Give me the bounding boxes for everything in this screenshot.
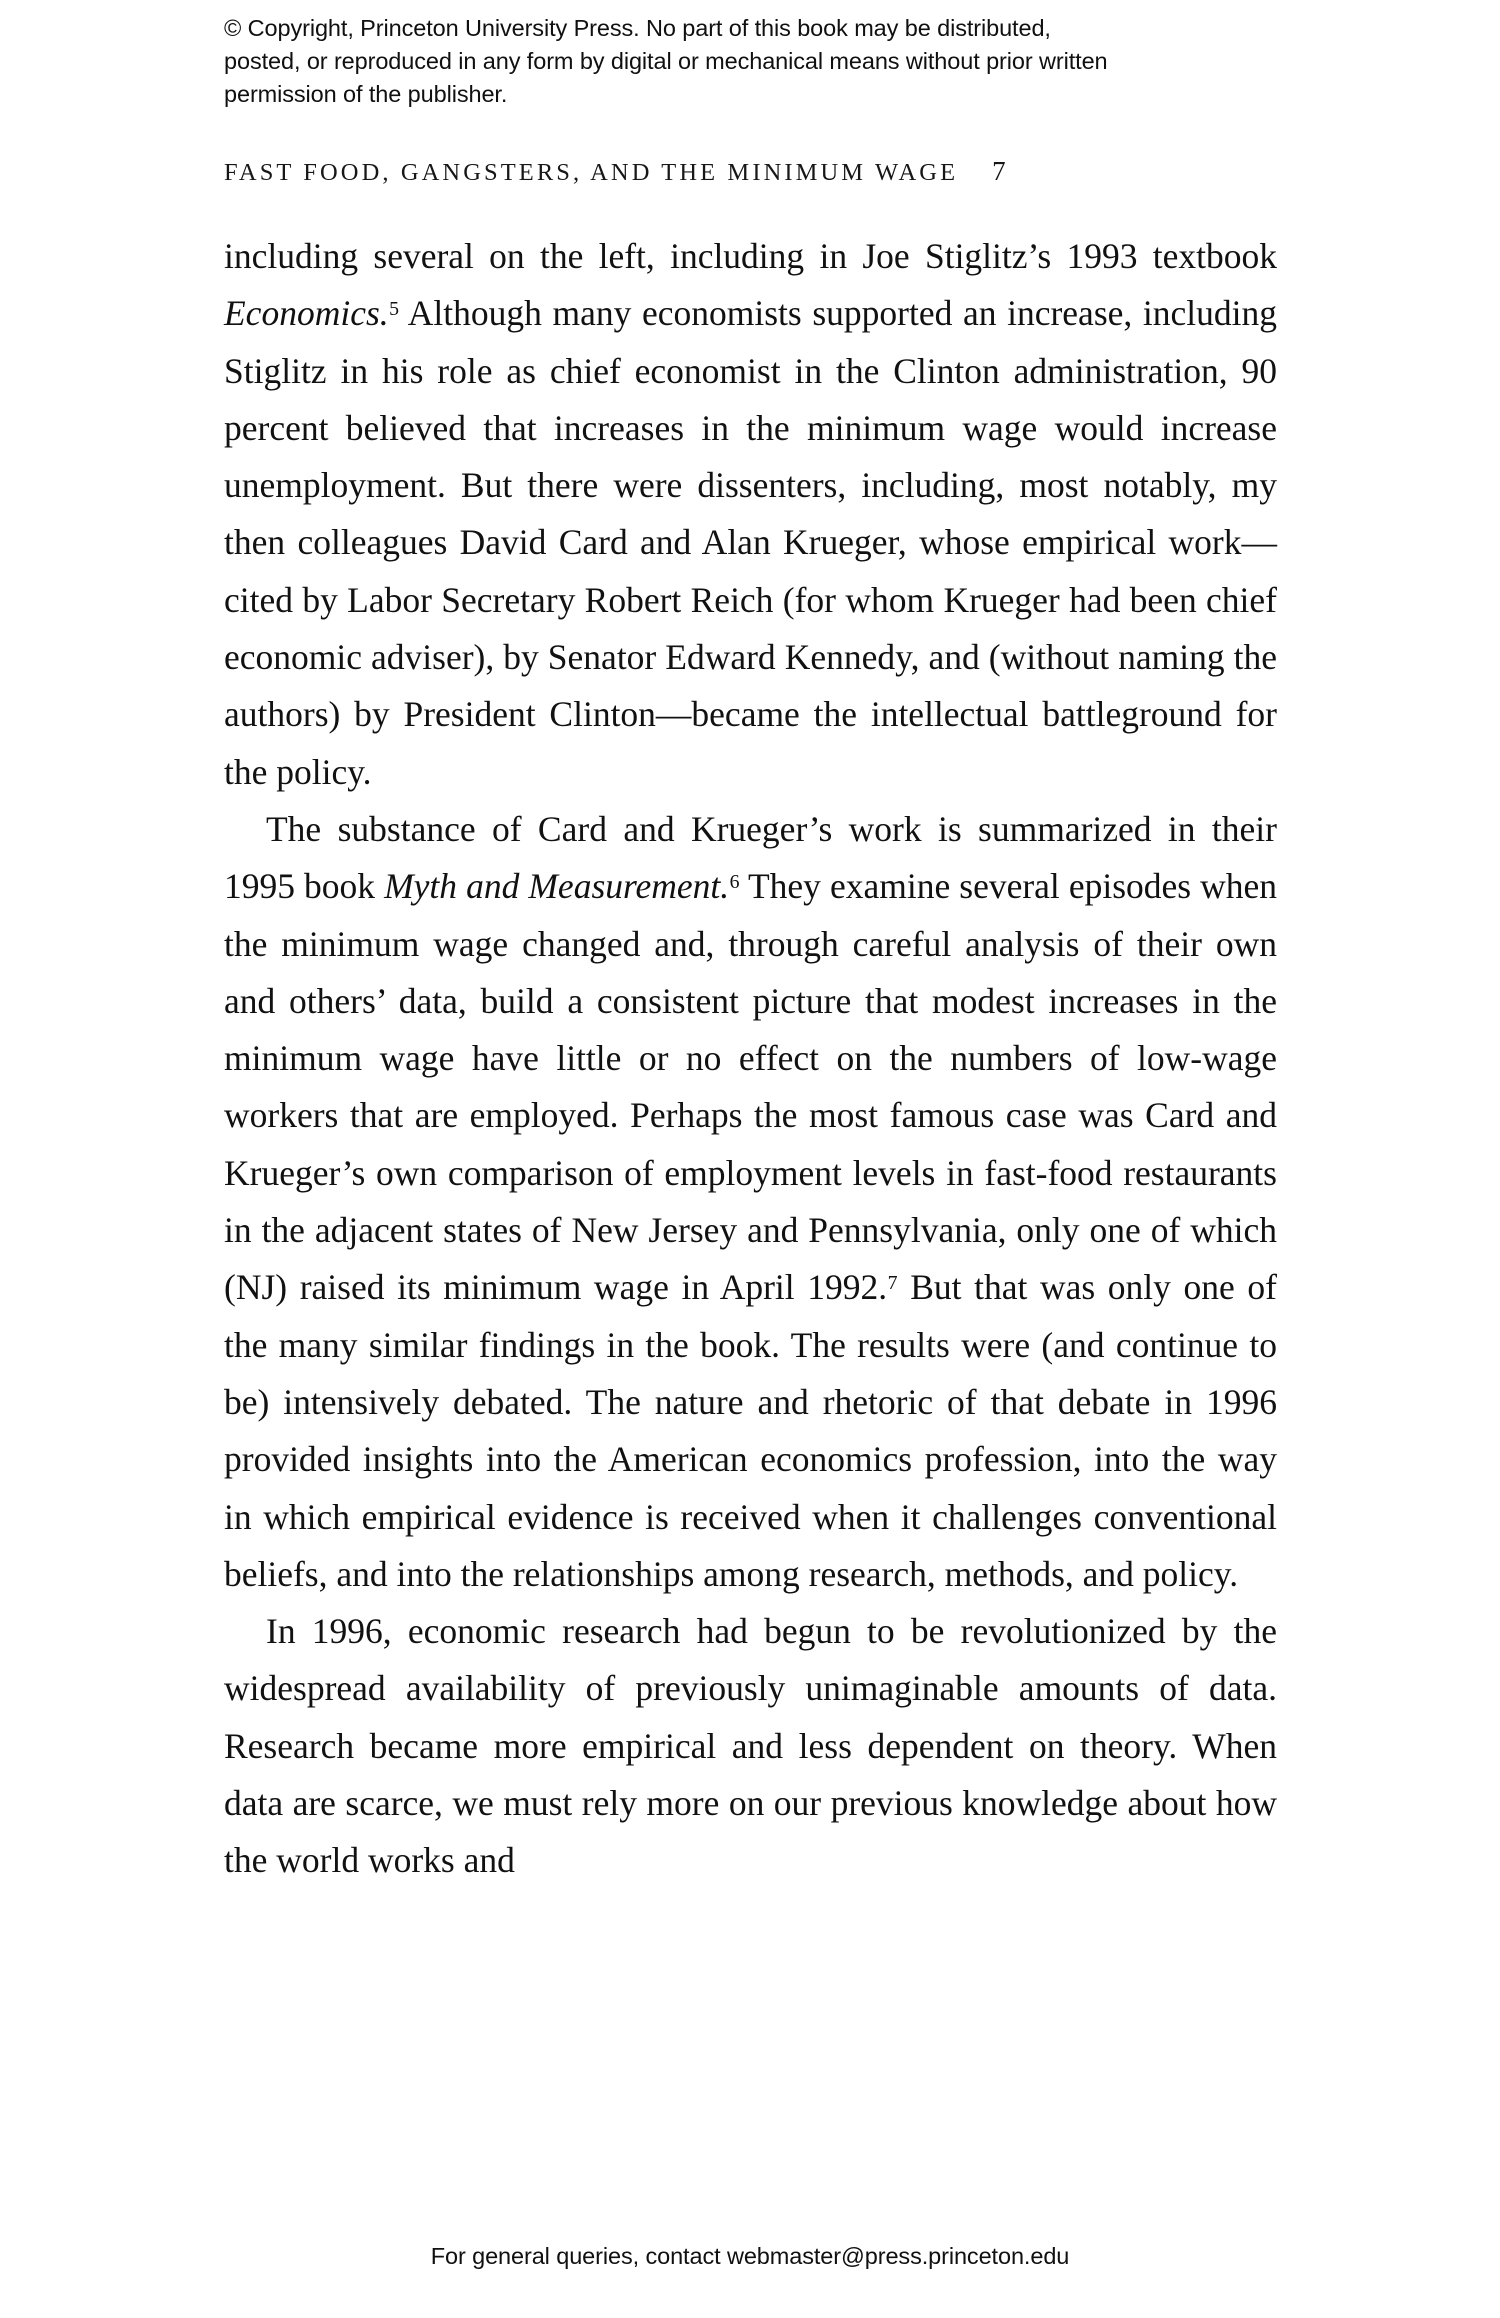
text-run: They examine several episodes when the minimum wage changed and, through careful analysis of their own and others’ data, build a consistent picture that modest increases in the minimum wage have little or no effect on the numbers of low-wage workers that are employed. Perhaps the most famous case was Card and Krueger’s own comparison of employment levels in fast-food restaurants in the adjacent states of New Jersey and Pennsylvania, only one of which (NJ) raised its minimum wage in April 1992. — [224, 866, 1278, 1308]
italic-title: Myth and Measurement. — [384, 866, 730, 907]
running-head-title: FAST FOOD, GANGSTERS, AND THE MINIMUM WAGE — [224, 159, 959, 186]
footnote-marker: 6 — [729, 870, 740, 893]
text-run: including several on the left, including in Joe Stiglitz’s 1993 textbook — [224, 236, 1277, 276]
paragraph — [224, 801, 1277, 1603]
paragraph — [224, 228, 1277, 801]
running-head — [224, 156, 1276, 196]
text-run: Although many economists supported an increase, including Stiglitz in his role as chief economist in the Clinton administration, 90 percent believed that increases in the minimum wage would increase unemployment. But there were dissenters, including, most notably, my then colleagues David Card and Alan Krueger, whose empirical work—cited by Labor Secretary Robert Reich (for whom Krueger had been chief economic adviser), by Senator Edward Kennedy, and (without naming the authors) by President Clinton—became the intellectual battleground for the policy. — [224, 293, 1277, 792]
text-run: The substance of Card and Krueger’s work is summarized in their 1995 book — [224, 808, 1277, 907]
paragraph — [224, 1603, 1277, 1889]
text-run: In 1996, economic research had begun to be revolutionized by the widespread availability of previously unimaginable amounts of data. Research became more empirical and less dependent on theory. When data are scarce, we must rely more on our previous knowledge about how the world works and — [224, 1611, 1277, 1881]
italic-title: Economics. — [224, 293, 389, 334]
footer-queries-note: For general queries, contact webmaster@press.princeton.edu — [430, 2243, 1070, 2269]
body-text — [224, 228, 1277, 1890]
copyright-notice: © Copyright, Princeton University Press. No part of this book may be distributed, posted, or reproduced in any form by digital or mechanical means without prior written permission of the publisher. — [224, 15, 1108, 107]
footnote-marker: 7 — [887, 1272, 898, 1295]
text-run: But that was only one of the many similar findings in the book. The results were (and continue to be) intensively debated. The nature and rhetoric of that debate in 1996 provided insights into the American economics profession, into the way in which empirical evidence is received when it challenges conventional beliefs, and into the relationships among research, methods, and policy. — [224, 1267, 1277, 1594]
footnote-marker: 5 — [389, 297, 400, 320]
page-number: 7 — [992, 156, 1006, 186]
